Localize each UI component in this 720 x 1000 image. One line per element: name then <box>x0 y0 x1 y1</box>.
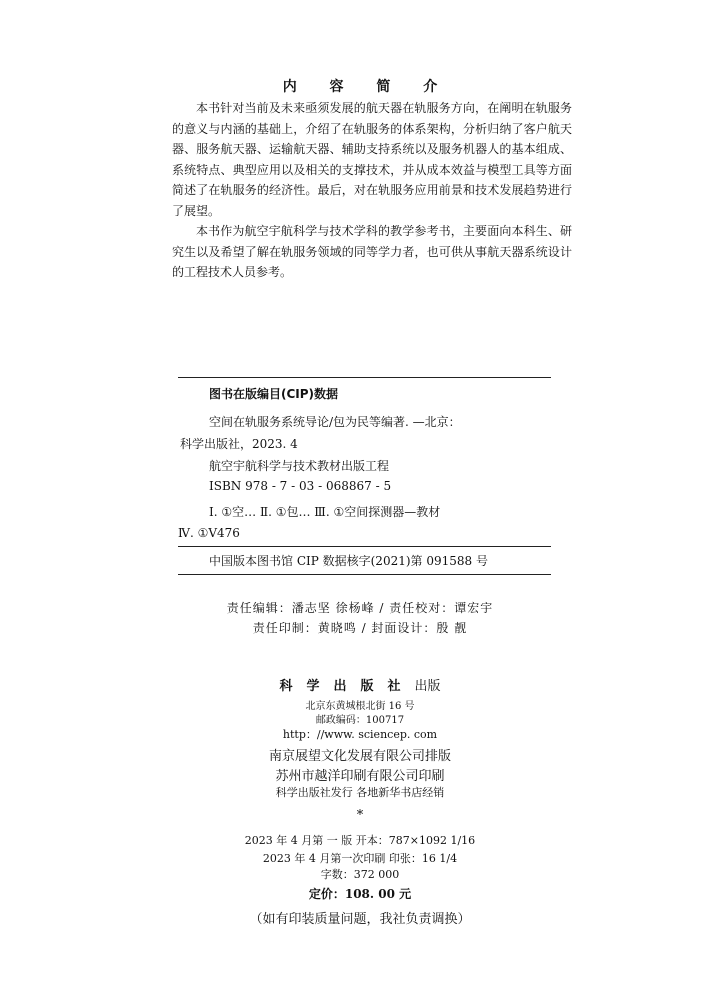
cip-heading: 图书在版编目(CIP)数据 <box>209 387 339 401</box>
word-count: 字数：372 000 <box>320 868 400 881</box>
typesetter: 南京展望文化发展有限公司排版 <box>268 749 451 764</box>
publisher-name: 科学出版社 <box>279 679 415 694</box>
price: 定价：108. 00 元 <box>308 887 412 901</box>
publisher-postcode: 邮政编码：100717 <box>315 715 405 726</box>
intro-title: 内 容 简 介 <box>282 79 452 95</box>
cip-verification: 中国版本图书馆 CIP 数据核字(2021)第 091588 号 <box>209 554 488 568</box>
publisher-suffix: 出版 <box>414 679 441 694</box>
cip-classification: Ⅰ. ①空… Ⅱ. ①包… Ⅲ. ①空间探测器—教材 <box>209 505 441 519</box>
cip-classification-cont: Ⅳ. ①V476 <box>178 526 240 540</box>
distribution: 科学出版社发行 各地新华书店经销 <box>275 786 445 799</box>
cip-top-rule <box>178 377 551 378</box>
intro-paragraph: 本书作为航空宇航科学与技术学科的教学参考书，主要面向本科生、研究生以及希望了解在轨服务领域的同等学力者，也可供从事航天器系统设计的工程技术人员参考。 <box>172 224 572 280</box>
cip-mid-rule <box>178 546 551 547</box>
cip-isbn: ISBN 978 - 7 - 03 - 068867 - 5 <box>209 479 392 493</box>
publisher-website[interactable]: http：//www. sciencep. com <box>282 728 438 741</box>
cip-title-line: 空间在轨服务系统导论/包为民等编著. —北京： <box>209 415 461 429</box>
quality-notice: （如有印装质量问题，我社负责调换） <box>249 912 471 927</box>
intro-paragraph: 本书针对当前及未来亟须发展的航天器在轨服务方向，在阐明在轨服务的意义与内涵的基础上，介绍了在轨服务的体系架构，分析归纳了客户航天器、服务航天器、运输航天器、辅助支持系统以及服务机器人的基本组成、系统特点、典型应用以及相关的支撑技术，并从成本效益与模型工具等方面简述了在轨服务的经济性。最后，对在轨服务应用前景和技术发展趋势进行了展望。 <box>172 101 572 218</box>
separator: * <box>356 808 364 823</box>
cip-publisher-line: 科学出版社，2023. 4 <box>180 437 298 451</box>
edition-line: 2023 年 4 月第 一 版 开本：787×1092 1/16 <box>244 834 476 847</box>
printer: 苏州市越洋印刷有限公司印刷 <box>275 769 445 784</box>
responsibility-production: 责任印制：黄晓鸣 / 封面设计：殷 靓 <box>252 621 468 635</box>
publisher-address: 北京东黄城根北街 16 号 <box>305 701 415 712</box>
publisher-line <box>0 675 720 694</box>
responsibility-editors: 责任编辑：潘志坚 徐杨峰 / 责任校对：谭宏宇 <box>226 601 494 615</box>
printing-line: 2023 年 4 月第一次印刷 印张：16 1/4 <box>262 852 458 865</box>
cip-series: 航空宇航科学与技术教材出版工程 <box>209 459 390 473</box>
cip-bottom-rule <box>178 574 551 575</box>
